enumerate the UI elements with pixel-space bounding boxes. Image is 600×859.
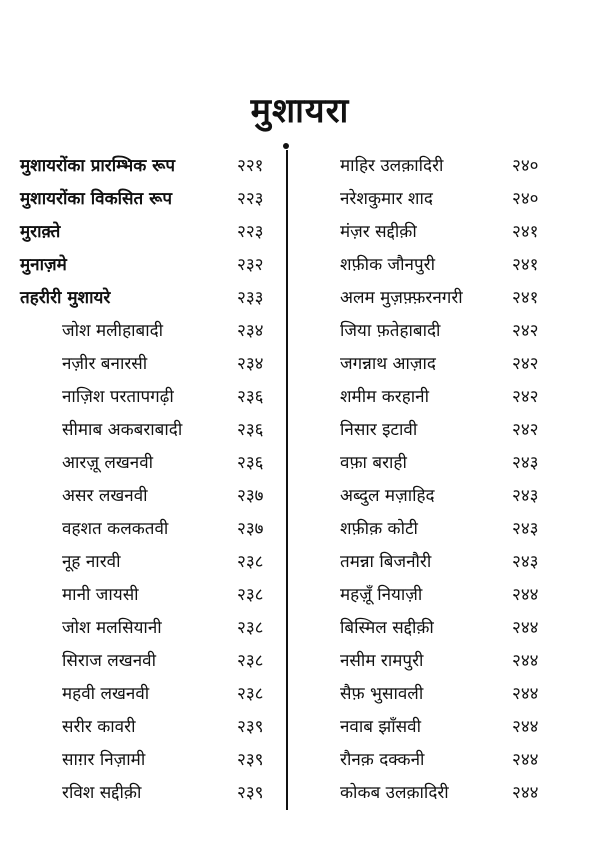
- index-entry: [0, 777, 290, 810]
- entry-page-number: २३७: [237, 486, 264, 506]
- index-entry: [0, 480, 290, 513]
- index-entry: [0, 381, 290, 414]
- entry-name: बिस्मिल सद्दीक़ी: [340, 618, 434, 638]
- index-entry: [300, 381, 600, 414]
- index-entry: [300, 183, 600, 216]
- index-entry: [0, 546, 290, 579]
- entry-page-number: २४२: [512, 354, 539, 374]
- index-entry: [300, 645, 600, 678]
- entry-name: साग़र निज़ामी: [62, 750, 146, 770]
- entry-name: मुराक़्ते: [20, 222, 61, 242]
- index-entry: [0, 348, 290, 381]
- entry-page-number: २३९: [237, 717, 264, 737]
- entry-name: असर लखनवी: [62, 486, 148, 506]
- entry-page-number: २३६: [237, 453, 264, 473]
- entry-page-number: २४४: [512, 585, 539, 605]
- index-entry: [0, 645, 290, 678]
- entry-name: आरज़ू लखनवी: [62, 453, 154, 473]
- entry-name: अब्दुल मज़ाहिद: [340, 486, 435, 506]
- index-entry: [300, 513, 600, 546]
- entry-name: रविश सद्दीक़ी: [62, 783, 142, 803]
- entry-name: जोश मलसियानी: [62, 618, 162, 638]
- entry-page-number: २४४: [512, 750, 539, 770]
- entry-page-number: २३७: [237, 519, 264, 539]
- entry-page-number: २२३: [237, 189, 264, 209]
- index-entry: [300, 612, 600, 645]
- index-entry: [0, 711, 290, 744]
- entry-page-number: २४०: [512, 156, 539, 176]
- entry-name: मंज़र सद्दीक़ी: [340, 222, 417, 242]
- entry-name: मुनाज़मे: [20, 255, 67, 275]
- entry-name: नूह नारवी: [62, 552, 121, 572]
- entry-page-number: २३८: [237, 618, 264, 638]
- entry-page-number: २३९: [237, 783, 264, 803]
- index-entry: [0, 579, 290, 612]
- index-entry: [300, 414, 600, 447]
- entry-page-number: २४२: [512, 420, 539, 440]
- entry-page-number: २३२: [237, 255, 264, 275]
- index-entry: [300, 678, 600, 711]
- entry-name: माहिर उलक़ादिरी: [340, 156, 444, 176]
- entry-name: शफ़ीक़ कोटी: [340, 519, 418, 539]
- entry-name: मुशायरोंका प्रारम्भिक रूप: [20, 156, 176, 176]
- entry-name: महवी लखनवी: [62, 684, 150, 704]
- index-entry: [300, 216, 600, 249]
- entry-name: कोकब उलक़ादिरी: [340, 783, 449, 803]
- entry-page-number: २३६: [237, 387, 264, 407]
- entry-page-number: २४३: [512, 453, 539, 473]
- entry-name: नसीम रामपुरी: [340, 651, 424, 671]
- entry-page-number: २४२: [512, 321, 539, 341]
- entry-name: मुशायरोंका विकसित रूप: [20, 189, 173, 209]
- entry-page-number: २४४: [512, 717, 539, 737]
- entry-page-number: २३८: [237, 585, 264, 605]
- entry-name: सैफ़ भुसावली: [340, 684, 424, 704]
- index-entry: [0, 150, 290, 183]
- entry-name: सरीर कावरी: [62, 717, 136, 737]
- entry-name: तहरीरी मुशायरे: [20, 288, 111, 308]
- index-entry: [300, 579, 600, 612]
- entry-page-number: २३४: [237, 354, 264, 374]
- index-entry: [0, 183, 290, 216]
- index-entry: [0, 315, 290, 348]
- entry-name: महज़ूँ नियाज़ी: [340, 585, 423, 605]
- index-entry: [300, 282, 600, 315]
- entry-page-number: २२३: [237, 222, 264, 242]
- index-entry: [300, 777, 600, 810]
- entry-name: रौनक़ दक्कनी: [340, 750, 425, 770]
- index-entry: [0, 612, 290, 645]
- entry-page-number: २४३: [512, 486, 539, 506]
- entry-name: निसार इटावी: [340, 420, 418, 440]
- entry-page-number: २४१: [512, 288, 539, 308]
- index-entry: [300, 150, 600, 183]
- index-entry: [300, 315, 600, 348]
- index-entry: [0, 744, 290, 777]
- entry-page-number: २४३: [512, 519, 539, 539]
- left-index-column: [0, 150, 290, 810]
- entry-name: तमन्ना बिजनौरी: [340, 552, 432, 572]
- index-entry: [300, 249, 600, 282]
- entry-name: शफ़ीक जौनपुरी: [340, 255, 435, 275]
- entry-page-number: २४४: [512, 618, 539, 638]
- entry-name: जिया फ़तेहाबादी: [340, 321, 441, 341]
- entry-name: सीमाब अकबराबादी: [62, 420, 183, 440]
- entry-page-number: २४४: [512, 783, 539, 803]
- entry-name: नाज़िश परतापगढ़ी: [62, 387, 174, 407]
- entry-page-number: २३८: [237, 651, 264, 671]
- entry-name: वहशत कलकतवी: [62, 519, 169, 539]
- entry-page-number: २४१: [512, 222, 539, 242]
- entry-name: सिराज लखनवी: [62, 651, 156, 671]
- index-entry: [300, 348, 600, 381]
- index-entry: [0, 447, 290, 480]
- entry-page-number: २३९: [237, 750, 264, 770]
- entry-name: मानी जायसी: [62, 585, 139, 605]
- entry-name: नरेशकुमार शाद: [340, 189, 433, 209]
- right-index-column: [300, 150, 600, 810]
- entry-name: जोश मलीहाबादी: [62, 321, 164, 341]
- index-entry: [300, 711, 600, 744]
- entry-name: जगन्नाथ आज़ाद: [340, 354, 436, 374]
- entry-page-number: २३८: [237, 552, 264, 572]
- entry-page-number: २३८: [237, 684, 264, 704]
- index-entry: [300, 480, 600, 513]
- entry-page-number: २३३: [237, 288, 264, 308]
- index-entry: [0, 216, 290, 249]
- entry-name: शमीम करहानी: [340, 387, 429, 407]
- index-entry: [0, 513, 290, 546]
- entry-page-number: २४०: [512, 189, 539, 209]
- index-entry: [0, 249, 290, 282]
- entry-name: नवाब झाँसवी: [340, 717, 422, 737]
- index-entry: [0, 282, 290, 315]
- entry-page-number: २३६: [237, 420, 264, 440]
- entry-name: अलम मुज़फ़्फ़रनगरी: [340, 288, 463, 308]
- entry-page-number: २४२: [512, 387, 539, 407]
- entry-page-number: २४४: [512, 651, 539, 671]
- index-entry: [300, 744, 600, 777]
- page-title: मुशायरा: [250, 91, 350, 131]
- entry-name: वफ़ा बराही: [340, 453, 407, 473]
- index-entry: [300, 447, 600, 480]
- entry-page-number: २४१: [512, 255, 539, 275]
- index-entry: [300, 546, 600, 579]
- entry-name: नज़ीर बनारसी: [62, 354, 148, 374]
- entry-page-number: २३४: [237, 321, 264, 341]
- index-entry: [0, 414, 290, 447]
- title-dot: [283, 143, 289, 149]
- entry-page-number: २४३: [512, 552, 539, 572]
- index-entry: [0, 678, 290, 711]
- entry-page-number: २४४: [512, 684, 539, 704]
- entry-page-number: २२१: [237, 156, 264, 176]
